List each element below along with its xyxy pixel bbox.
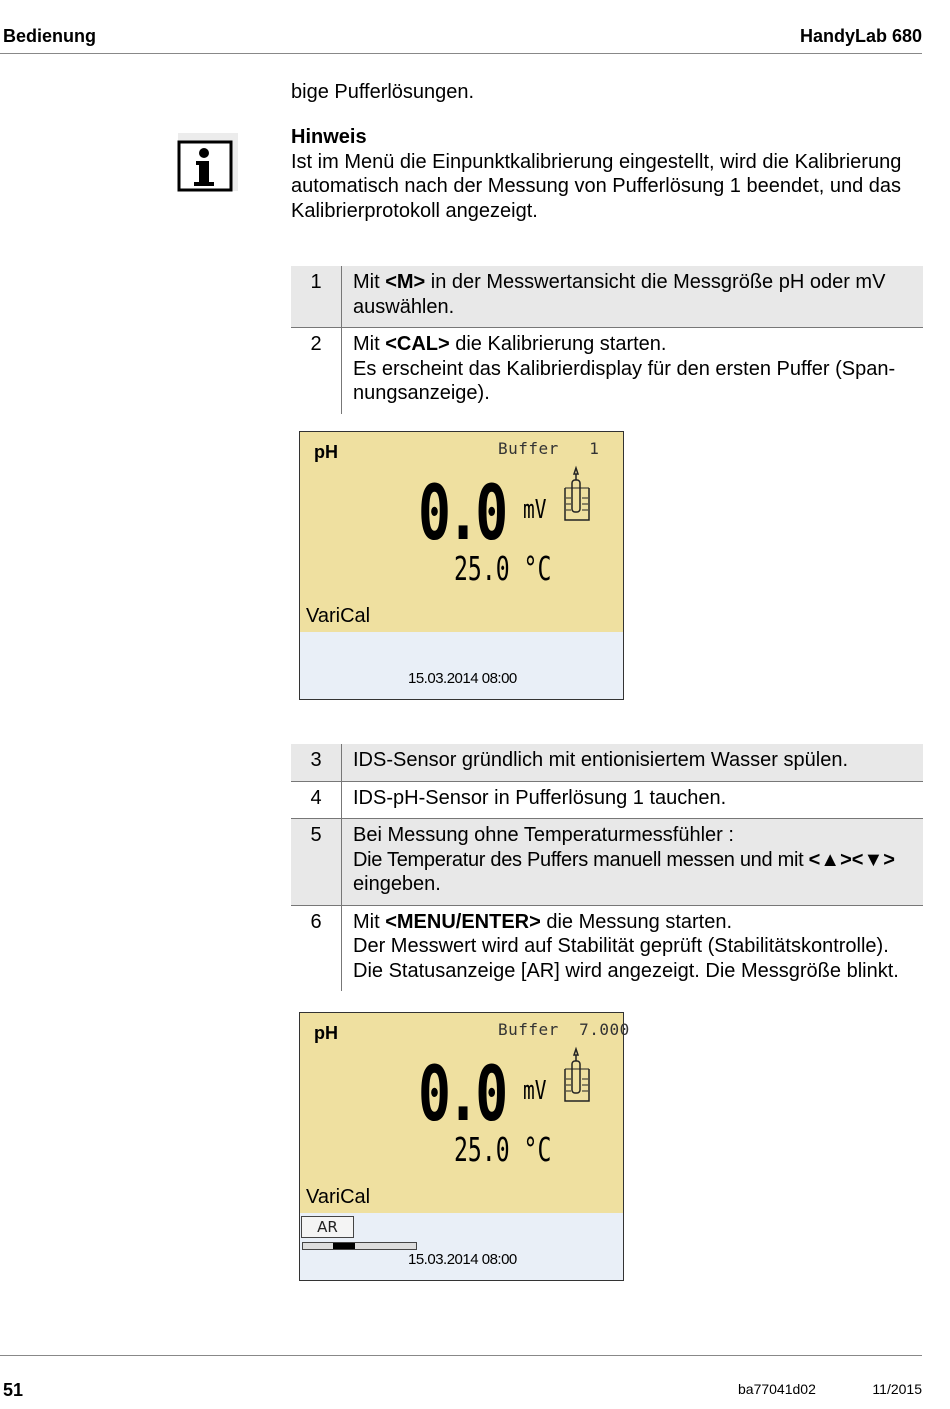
lcd-param: pH	[314, 1023, 338, 1043]
footer-divider	[0, 1355, 922, 1356]
step-text: Mit <M> in der Messwertansicht die Messgröße pH oder mV auswählen.	[342, 266, 924, 328]
header-product: HandyLab 680	[799, 26, 922, 46]
steps-table-a	[291, 266, 923, 414]
lcd-temperature: 25.0 °C	[454, 1130, 552, 1169]
stability-bar-fill	[333, 1243, 355, 1249]
lcd-status-badge: AR	[301, 1216, 354, 1238]
lcd-method: VariCal	[306, 1186, 371, 1208]
note-block	[291, 125, 931, 223]
step-number: 1	[291, 266, 342, 328]
step-row	[291, 819, 923, 906]
doc-date: 11/2015	[872, 1381, 922, 1397]
beaker-icon	[562, 1047, 592, 1108]
lcd-value: 0.0	[418, 468, 504, 557]
step-text: Bei Messung ohne Temperaturmessfühler : Die Temperatur des Puffers manuell messen und mit <▲><▼> eingeben.	[342, 819, 924, 906]
lcd-unit: mV	[523, 1076, 547, 1106]
info-icon	[178, 133, 238, 191]
lcd-datetime: 15.03.2014 08:00	[408, 1251, 517, 1268]
lcd-buffer: Buffer 1	[498, 439, 600, 458]
step-row	[291, 905, 923, 991]
step-text: Mit <CAL> die Kalibrierung starten. Es erscheint das Kalibrierdisplay für den ersten Puffer (Span- nungsanzeige).	[342, 328, 924, 414]
lcd-unit: mV	[523, 495, 547, 525]
page-number: 51	[3, 1380, 24, 1400]
beaker-icon	[562, 466, 592, 527]
lcd-param: pH	[314, 442, 338, 462]
step-row	[291, 328, 923, 414]
lcd-value: 0.0	[418, 1049, 504, 1138]
step-number: 6	[291, 905, 342, 991]
lcd-display-1	[299, 431, 624, 700]
lcd-method: VariCal	[306, 605, 371, 627]
step-row	[291, 781, 923, 819]
lcd-status-area	[300, 632, 623, 699]
step-number: 4	[291, 781, 342, 819]
step-text: Mit <MENU/ENTER> die Messung starten. Der Messwert wird auf Stabilität geprüft (Stabilitätskontrolle). Die Statusanzeige [AR] wird angezeigt. Die Messgröße blinkt.	[342, 905, 924, 991]
step-row	[291, 744, 923, 781]
step-number: 3	[291, 744, 342, 781]
lcd-temperature: 25.0 °C	[454, 549, 552, 588]
step-number: 2	[291, 328, 342, 414]
step-text: IDS-Sensor gründlich mit entionisiertem Wasser spülen.	[342, 744, 924, 781]
note-line: Ist im Menü die Einpunktkalibrierung eingestellt, wird die Kalibrierung	[291, 150, 902, 173]
header-section: Bedienung	[3, 26, 96, 46]
note-line: automatisch nach der Messung von Pufferlösung 1 beendet, und das	[291, 175, 902, 197]
note-line: Kalibrierprotokoll angezeigt.	[291, 199, 538, 222]
intro-text: bige Pufferlösungen.	[291, 81, 475, 103]
stability-bar	[302, 1242, 417, 1250]
step-row	[291, 266, 923, 328]
step-text: IDS-pH-Sensor in Pufferlösung 1 tauchen.	[342, 781, 924, 819]
lcd-datetime: 15.03.2014 08:00	[408, 670, 517, 687]
header-divider	[0, 53, 922, 54]
step-number: 5	[291, 819, 342, 906]
doc-id: ba77041d02	[738, 1381, 816, 1397]
steps-table-b	[291, 744, 923, 991]
note-title: Hinweis	[291, 126, 367, 148]
lcd-buffer: Buffer 7.000	[498, 1020, 630, 1039]
lcd-display-2	[299, 1012, 630, 1281]
